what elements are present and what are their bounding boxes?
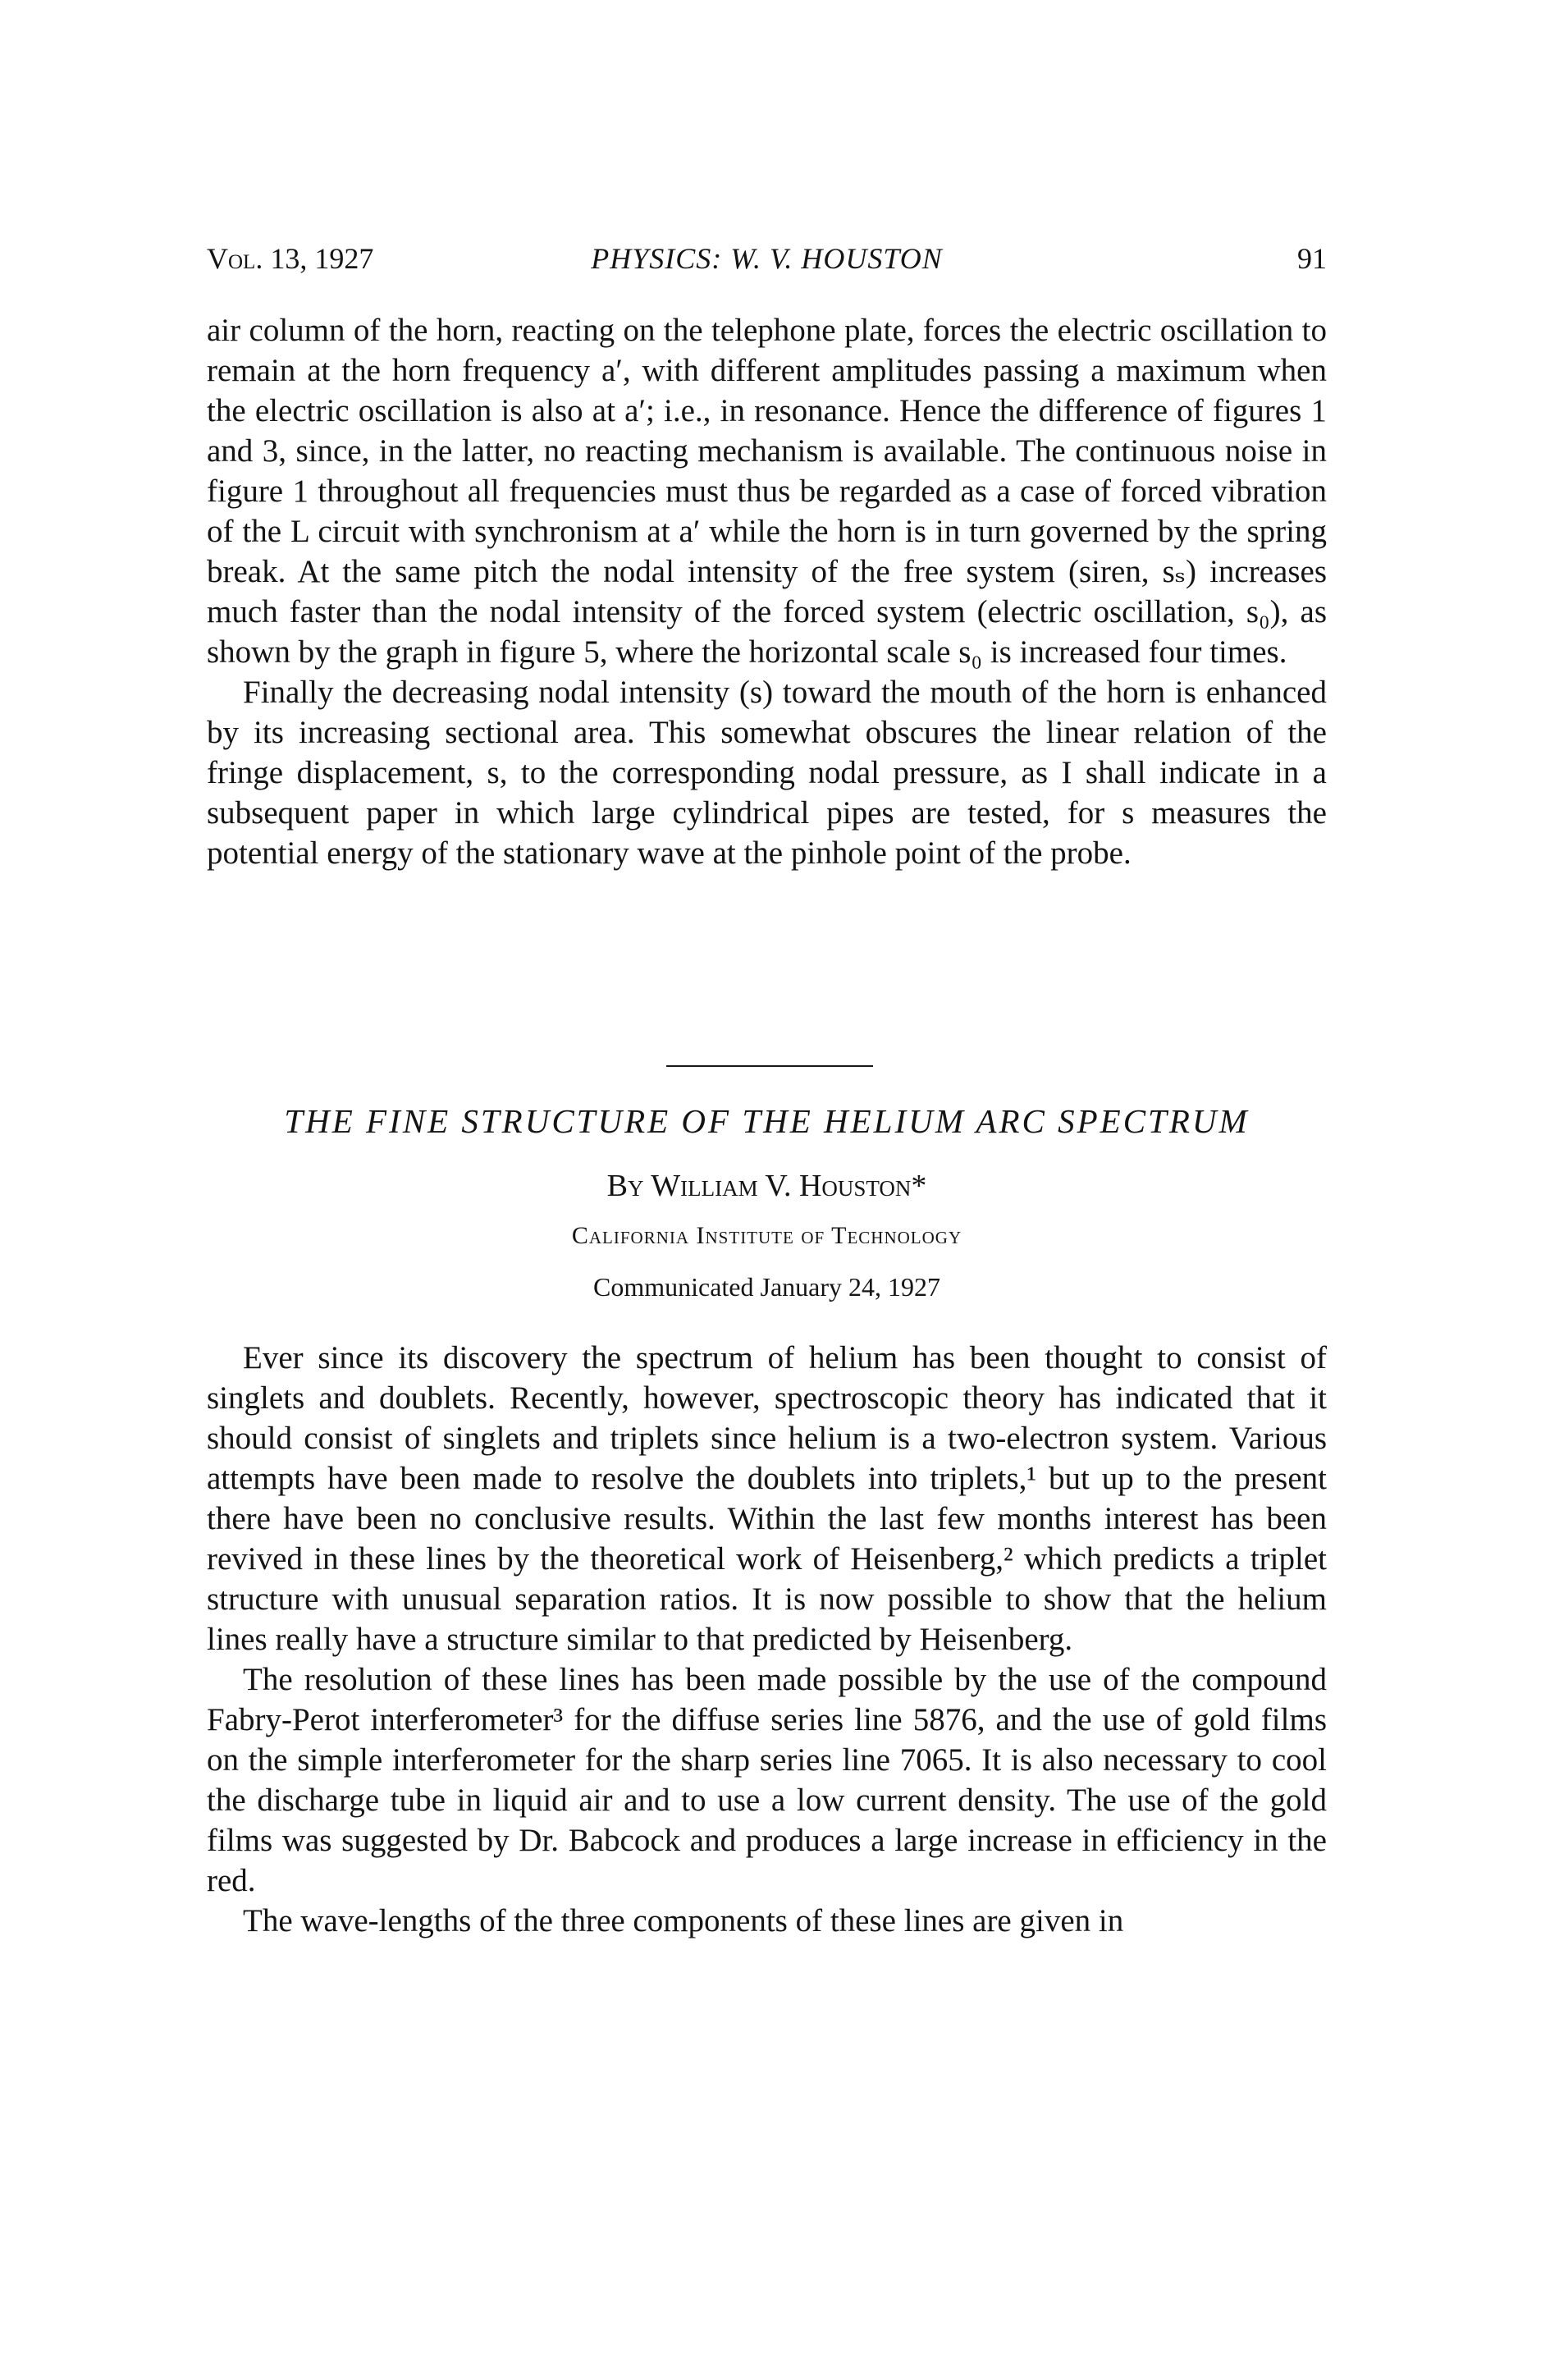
- running-head: [207, 238, 1327, 279]
- running-title: PHYSICS: W. V. HOUSTON: [591, 242, 943, 275]
- paragraph: The wave-lengths of the three components of these lines are given in: [243, 1903, 1124, 1938]
- section-divider: [666, 1065, 873, 1067]
- paragraph: Ever since its discovery the spectrum of helium has been thought to consist of singlets and doublets. Recently, however, spectroscopic theory has indicated that it should consist of singlets and triplets since helium is a two-electron system. Various attempts have been made to resolve the doublets into triplets,¹ but up to the present there have been no conclusive results. Within the last few months interest has been revived in these lines by the theoretical work of Heisenberg,² which predicts a triplet structure with unusual separation ratios. It is now possible to show that the helium lines really have a structure similar to that predicted by Heisenberg.: [207, 1340, 1327, 1657]
- article-body: [207, 1338, 1327, 1941]
- volume-year: Vol. 13, 1927: [207, 242, 374, 275]
- article-title: THE FINE STRUCTURE OF THE HELIUM ARC SPECTRUM: [284, 1102, 1250, 1140]
- communicated-date: Communicated January 24, 1927: [592, 1272, 941, 1302]
- paragraph: The resolution of these lines has been made possible by the use of the compound Fabry-Perot interferometer³ for the diffuse series line 5876, and the use of gold films on the simple interferometer for the sharp series line 7065. It is also necessary to cool the discharge tube in liquid air and to use a low current density. The use of the gold films was suggested by Dr. Babcock and produces a large increase in efficiency in the red.: [207, 1662, 1327, 1898]
- author-byline: By William V. Houston*: [606, 1169, 927, 1203]
- paragraph: Finally the decreasing nodal intensity (s) toward the mouth of the horn is enhanced by its increasing sectional area. This somewhat obscures the linear relation of the fringe displacement, s, to the corresponding nodal pressure, as I shall indicate in a subsequent paper in which large cylindrical pipes are tested, for s measures the potential energy of the stationary wave at the pinhole point of the probe.: [207, 675, 1327, 871]
- paragraph: air column of the horn, reacting on the telephone plate, forces the electric oscillation to remain at the horn frequency a′, with different amplitudes passing a maximum when the electric oscillation is also at a′; i.e., in resonance. Hence the difference of figures 1 and 3, since, in the latter, no reacting mechanism is available. The continuous noise in figure 1 throughout all frequencies must thus be regarded as a case of forced vibration of the L circuit with synchronism at a′ while the horn is in turn governed by the spring break. At the same pitch the nodal intensity of the free system (siren, sₛ) increases much faster than the nodal intensity of the forced system (electric oscillation, s₀), as shown by the graph in figure 5, where the horizontal scale s₀ is increased four times.: [207, 313, 1327, 670]
- previous-article-text: [207, 310, 1327, 873]
- author-affiliation: California Institute of Technology: [571, 1222, 962, 1249]
- page-number: 91: [1297, 242, 1327, 275]
